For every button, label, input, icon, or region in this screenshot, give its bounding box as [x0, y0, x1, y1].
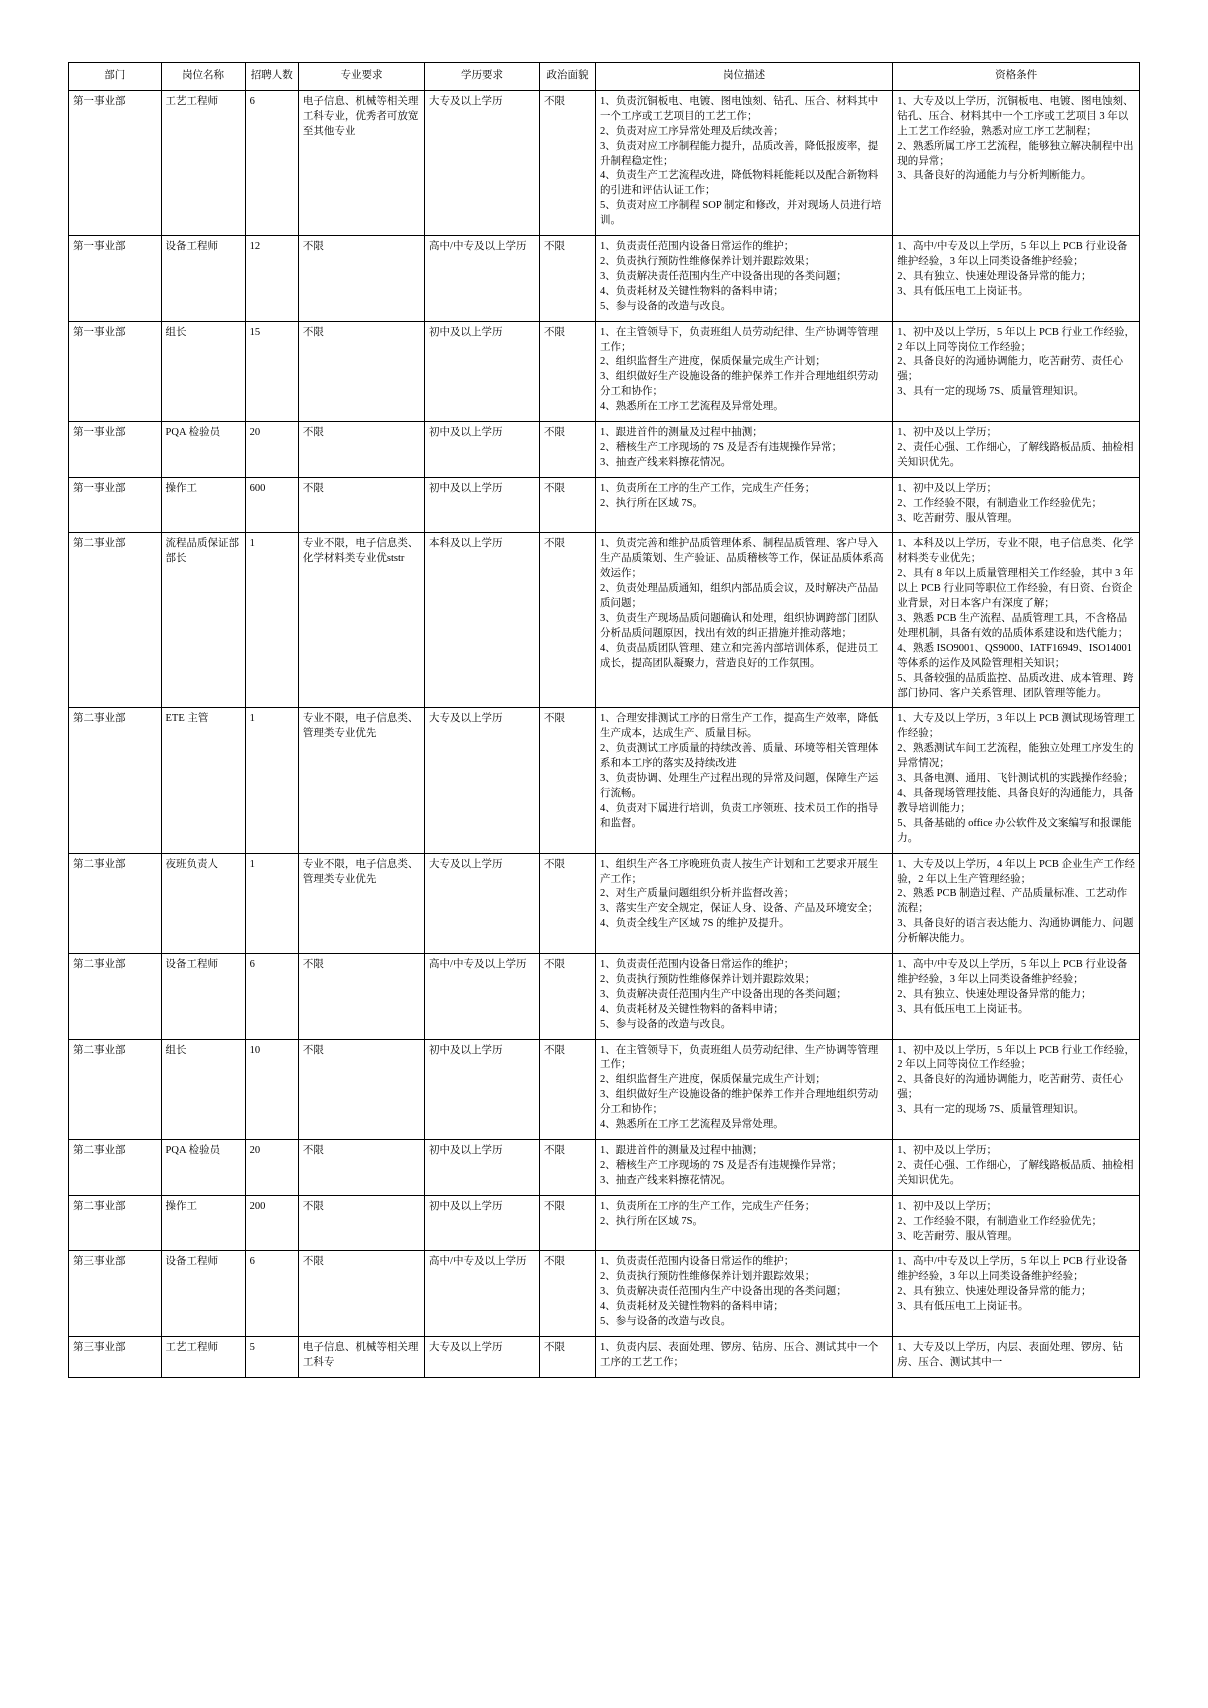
cell-qualifications: 1、高中/中专及以上学历，5 年以上 PCB 行业设备维护经验，3 年以上同类设备维护经验； 2、具有独立、快速处理设备异常的能力； 3、具有低压电工上岗证书。: [893, 954, 1140, 1040]
cell-education-requirement: 初中及以上学历: [425, 1039, 540, 1139]
table-row: [69, 1251, 1140, 1337]
cell-major-requirement: 电子信息、机械等相关理工科专业，优秀者可放宽至其他专业: [298, 90, 424, 235]
cell-department: 第一事业部: [69, 236, 162, 322]
cell-major-requirement: 不限: [298, 321, 424, 421]
cell-major-requirement: 专业不限，电子信息类、化学材料类专业优ststr: [298, 533, 424, 708]
cell-headcount: 600: [245, 477, 298, 533]
cell-headcount: 20: [245, 422, 298, 478]
column-header-job-description: 岗位描述: [596, 63, 893, 91]
cell-job-description: 1、在主管领导下，负责班组人员劳动纪律、生产协调等管理工作； 2、组织监督生产进度，保质保量完成生产计划； 3、组织做好生产设施设备的维护保养工作并合理地组织劳动分工和协作； 4、熟悉所在工序工艺流程及异常处理。: [596, 1039, 893, 1139]
cell-political-status: 不限: [539, 1140, 595, 1196]
cell-major-requirement: 不限: [298, 236, 424, 322]
cell-qualifications: 1、初中及以上学历； 2、责任心强、工作细心，了解线路板品质、抽检相关知识优先。: [893, 422, 1140, 478]
cell-job-title: 流程品质保证部部长: [161, 533, 245, 708]
cell-political-status: 不限: [539, 422, 595, 478]
cell-political-status: 不限: [539, 1336, 595, 1377]
cell-headcount: 6: [245, 954, 298, 1040]
table-row: [69, 853, 1140, 953]
cell-education-requirement: 大专及以上学历: [425, 853, 540, 953]
cell-education-requirement: 大专及以上学历: [425, 708, 540, 853]
job-listing-table: [68, 62, 1140, 1378]
cell-job-title: 工艺工程师: [161, 1336, 245, 1377]
table-body: [69, 90, 1140, 1377]
cell-political-status: 不限: [539, 533, 595, 708]
table-row: [69, 422, 1140, 478]
cell-qualifications: 1、大专及以上学历，3 年以上 PCB 测试现场管理工作经验； 2、熟悉测试车间工艺流程，能独立处理工序发生的异常情况； 3、具备电测、通用、飞针测试机的实践操作经验； 4、具备现场管理技能、具备良好的沟通能力，具备教导培训能力； 5、具备基础的 office 办公软件及文案编写和报课能力。: [893, 708, 1140, 853]
cell-job-title: 设备工程师: [161, 954, 245, 1040]
table-row: [69, 1140, 1140, 1196]
column-header-political-status: 政治面貌: [539, 63, 595, 91]
cell-political-status: 不限: [539, 236, 595, 322]
cell-job-description: 1、合理安排测试工序的日常生产工作，提高生产效率，降低生产成本，达成生产、质量目标。 2、负责测试工序质量的持续改善、质量、环境等相关管理体系和本工序的落实及持续改进 3、负责协调、处理生产过程出现的异常及问题，保障生产运行流畅。 4、负责对下属进行培训，负责工序领班、技术员工作的指导和监督。: [596, 708, 893, 853]
cell-qualifications: 1、初中及以上学历，5 年以上 PCB 行业工作经验，2 年以上同等岗位工作经验； 2、具备良好的沟通协调能力，吃苦耐劳、责任心强； 3、具有一定的现场 7S、质量管理知识。: [893, 1039, 1140, 1139]
cell-department: 第二事业部: [69, 1195, 162, 1251]
cell-political-status: 不限: [539, 853, 595, 953]
cell-major-requirement: 不限: [298, 1195, 424, 1251]
cell-headcount: 1: [245, 853, 298, 953]
cell-department: 第三事业部: [69, 1251, 162, 1337]
column-header-headcount: 招聘人数: [245, 63, 298, 91]
cell-department: 第二事业部: [69, 853, 162, 953]
cell-major-requirement: 专业不限，电子信息类、管理类专业优先: [298, 708, 424, 853]
cell-job-description: 1、跟进首件的测量及过程中抽测； 2、稽核生产工序现场的 7S 及是否有违规操作异常； 3、抽查产线来料擦花情况。: [596, 1140, 893, 1196]
cell-job-description: 1、负责完善和维护品质管理体系、制程品质管理、客户导入生产品质策划、生产验证、品质稽核等工作，保证品质体系高效运作； 2、负责处理品质通知，组织内部品质会议，及时解决产品品质问题； 3、负责生产现场品质问题确认和处理，组织协调跨部门团队分析品质问题原因，找出有效的纠正措施并推动落地； 4、负责品质团队管理、建立和完善内部培训体系，促进员工成长，提高团队凝聚力，营造良好的工作氛围。: [596, 533, 893, 708]
cell-qualifications: 1、本科及以上学历，专业不限，电子信息类、化学材料类专业优先； 2、具有 8 年以上质量管理相关工作经验，其中 3 年以上 PCB 行业同等职位工作经验，有日资、台资企业背景，对日本客户有深度了解； 3、熟悉 PCB 生产流程、品质管理工具，不含格品处理机制，具备有效的品质体系建设和迭代能力； 4、熟悉 ISO9001、QS9000、IATF16949、ISO14001 等体系的运作及风险管理相关知识； 5、具备较强的品质监控、品质改进、成本管理、跨部门协同、客户关系管理、团队管理等能力。: [893, 533, 1140, 708]
cell-job-description: 1、负责所在工序的生产工作，完成生产任务； 2、执行所在区域 7S。: [596, 477, 893, 533]
table-row: [69, 954, 1140, 1040]
column-header-qualifications: 资格条件: [893, 63, 1140, 91]
table-row: [69, 90, 1140, 235]
cell-education-requirement: 初中及以上学历: [425, 422, 540, 478]
table-row: [69, 1195, 1140, 1251]
cell-major-requirement: 不限: [298, 477, 424, 533]
column-header-job-title: 岗位名称: [161, 63, 245, 91]
cell-job-description: 1、负责沉铜板电、电镀、图电蚀刻、钻孔、压合、材料其中一个工序或工艺项目的工艺工作； 2、负责对应工序异常处理及后续改善； 3、负责对应工序制程能力提升，品质改善，降低报废率，提升制程稳定性； 4、负责生产工艺流程改进，降低物料耗能耗以及配合新物料的引进和评估认证工作； 5、负责对应工序制程 SOP 制定和修改，并对现场人员进行培训。: [596, 90, 893, 235]
column-header-department: 部门: [69, 63, 162, 91]
cell-major-requirement: 不限: [298, 422, 424, 478]
cell-department: 第二事业部: [69, 1039, 162, 1139]
cell-department: 第一事业部: [69, 422, 162, 478]
cell-major-requirement: 不限: [298, 1140, 424, 1196]
cell-department: 第二事业部: [69, 954, 162, 1040]
cell-department: 第二事业部: [69, 533, 162, 708]
cell-qualifications: 1、大专及以上学历，沉铜板电、电镀、图电蚀刻、钻孔、压合、材料其中一个工序或工艺项目 3 年以上工艺工作经验，熟悉对应工序工艺制程； 2、熟悉所属工序工艺流程，能够独立解决制程中出现的异常； 3、具备良好的沟通能力与分析判断能力。: [893, 90, 1140, 235]
cell-job-title: 工艺工程师: [161, 90, 245, 235]
cell-job-title: 组长: [161, 1039, 245, 1139]
table-row: [69, 533, 1140, 708]
cell-job-title: 设备工程师: [161, 1251, 245, 1337]
cell-political-status: 不限: [539, 477, 595, 533]
cell-qualifications: 1、大专及以上学历，4 年以上 PCB 企业生产工作经验，2 年以上生产管理经验； 2、熟悉 PCB 制造过程、产品质量标准、工艺动作流程； 3、具备良好的语言表达能力、沟通协调能力、问题分析解决能力。: [893, 853, 1140, 953]
cell-education-requirement: 初中及以上学历: [425, 1195, 540, 1251]
table-row: [69, 321, 1140, 421]
cell-qualifications: 1、大专及以上学历，内层、表面处理、锣房、钻房、压合、测试其中一: [893, 1336, 1140, 1377]
cell-qualifications: 1、初中及以上学历； 2、工作经验不限，有制造业工作经验优先； 3、吃苦耐劳、服从管理。: [893, 1195, 1140, 1251]
cell-headcount: 10: [245, 1039, 298, 1139]
cell-job-description: 1、在主管领导下，负责班组人员劳动纪律、生产协调等管理工作； 2、组织监督生产进度，保质保量完成生产计划； 3、组织做好生产设施设备的维护保养工作并合理地组织劳动分工和协作； 4、熟悉所在工序工艺流程及异常处理。: [596, 321, 893, 421]
cell-political-status: 不限: [539, 1195, 595, 1251]
table-row: [69, 1039, 1140, 1139]
cell-education-requirement: 高中/中专及以上学历: [425, 1251, 540, 1337]
table-row: [69, 1336, 1140, 1377]
cell-job-title: 操作工: [161, 477, 245, 533]
cell-department: 第一事业部: [69, 90, 162, 235]
table-row: [69, 236, 1140, 322]
cell-education-requirement: 大专及以上学历: [425, 1336, 540, 1377]
cell-education-requirement: 本科及以上学历: [425, 533, 540, 708]
cell-headcount: 15: [245, 321, 298, 421]
cell-major-requirement: 不限: [298, 1251, 424, 1337]
cell-political-status: 不限: [539, 90, 595, 235]
cell-major-requirement: 不限: [298, 954, 424, 1040]
cell-qualifications: 1、高中/中专及以上学历，5 年以上 PCB 行业设备维护经验，3 年以上同类设备维护经验； 2、具有独立、快速处理设备异常的能力； 3、具有低压电工上岗证书。: [893, 1251, 1140, 1337]
cell-qualifications: 1、初中及以上学历； 2、责任心强、工作细心，了解线路板品质、抽检相关知识优先。: [893, 1140, 1140, 1196]
cell-job-description: 1、负责责任范围内设备日常运作的维护； 2、负责执行预防性维修保养计划并跟踪效果； 3、负责解决责任范围内生产中设备出现的各类问题； 4、负责耗材及关键性物料的备料申请； 5、参与设备的改造与改良。: [596, 1251, 893, 1337]
cell-job-description: 1、跟进首件的测量及过程中抽测； 2、稽核生产工序现场的 7S 及是否有违规操作异常； 3、抽查产线来料擦花情况。: [596, 422, 893, 478]
cell-education-requirement: 大专及以上学历: [425, 90, 540, 235]
cell-department: 第一事业部: [69, 477, 162, 533]
cell-job-description: 1、负责责任范围内设备日常运作的维护； 2、负责执行预防性维修保养计划并跟踪效果； 3、负责解决责任范围内生产中设备出现的各类问题； 4、负责耗材及关键性物料的备料申请； 5、参与设备的改造与改良。: [596, 236, 893, 322]
cell-education-requirement: 高中/中专及以上学历: [425, 954, 540, 1040]
cell-qualifications: 1、初中及以上学历，5 年以上 PCB 行业工作经验，2 年以上同等岗位工作经验； 2、具备良好的沟通协调能力，吃苦耐劳、责任心强； 3、具有一定的现场 7S、质量管理知识。: [893, 321, 1140, 421]
table-row: [69, 708, 1140, 853]
cell-education-requirement: 初中及以上学历: [425, 1140, 540, 1196]
cell-headcount: 6: [245, 90, 298, 235]
cell-major-requirement: 不限: [298, 1039, 424, 1139]
column-header-major-requirement: 专业要求: [298, 63, 424, 91]
cell-headcount: 12: [245, 236, 298, 322]
table-row: [69, 477, 1140, 533]
cell-political-status: 不限: [539, 321, 595, 421]
cell-major-requirement: 专业不限，电子信息类、管理类专业优先: [298, 853, 424, 953]
cell-department: 第一事业部: [69, 321, 162, 421]
cell-political-status: 不限: [539, 708, 595, 853]
cell-job-title: 操作工: [161, 1195, 245, 1251]
cell-political-status: 不限: [539, 1251, 595, 1337]
cell-job-title: PQA 检验员: [161, 422, 245, 478]
cell-job-description: 1、负责所在工序的生产工作，完成生产任务； 2、执行所在区域 7S。: [596, 1195, 893, 1251]
cell-headcount: 1: [245, 533, 298, 708]
cell-job-title: PQA 检验员: [161, 1140, 245, 1196]
cell-education-requirement: 高中/中专及以上学历: [425, 236, 540, 322]
cell-major-requirement: 电子信息、机械等相关理工科专: [298, 1336, 424, 1377]
cell-job-description: 1、负责责任范围内设备日常运作的维护； 2、负责执行预防性维修保养计划并跟踪效果； 3、负责解决责任范围内生产中设备出现的各类问题； 4、负责耗材及关键性物料的备料申请； 5、参与设备的改造与改良。: [596, 954, 893, 1040]
cell-education-requirement: 初中及以上学历: [425, 321, 540, 421]
cell-job-description: 1、组织生产各工序晚班负责人按生产计划和工艺要求开展生产工作； 2、对生产质量问题组织分析并监督改善； 3、落实生产安全规定，保证人身、设备、产品及环境安全； 4、负责全线生产区域 7S 的维护及提升。: [596, 853, 893, 953]
cell-job-title: 组长: [161, 321, 245, 421]
table-header-row: [69, 63, 1140, 91]
cell-department: 第二事业部: [69, 708, 162, 853]
cell-headcount: 200: [245, 1195, 298, 1251]
cell-qualifications: 1、初中及以上学历； 2、工作经验不限，有制造业工作经验优先； 3、吃苦耐劳、服从管理。: [893, 477, 1140, 533]
cell-headcount: 6: [245, 1251, 298, 1337]
cell-department: 第三事业部: [69, 1336, 162, 1377]
cell-education-requirement: 初中及以上学历: [425, 477, 540, 533]
cell-qualifications: 1、高中/中专及以上学历，5 年以上 PCB 行业设备维护经验，3 年以上同类设备维护经验； 2、具有独立、快速处理设备异常的能力； 3、具有低压电工上岗证书。: [893, 236, 1140, 322]
cell-headcount: 20: [245, 1140, 298, 1196]
cell-headcount: 5: [245, 1336, 298, 1377]
table-header: [69, 63, 1140, 91]
cell-job-description: 1、负责内层、表面处理、锣房、钻房、压合、测试其中一个工序的工艺工作；: [596, 1336, 893, 1377]
cell-job-title: 设备工程师: [161, 236, 245, 322]
cell-department: 第二事业部: [69, 1140, 162, 1196]
column-header-education-requirement: 学历要求: [425, 63, 540, 91]
cell-headcount: 1: [245, 708, 298, 853]
cell-political-status: 不限: [539, 1039, 595, 1139]
cell-job-title: 夜班负责人: [161, 853, 245, 953]
cell-political-status: 不限: [539, 954, 595, 1040]
cell-job-title: ETE 主管: [161, 708, 245, 853]
